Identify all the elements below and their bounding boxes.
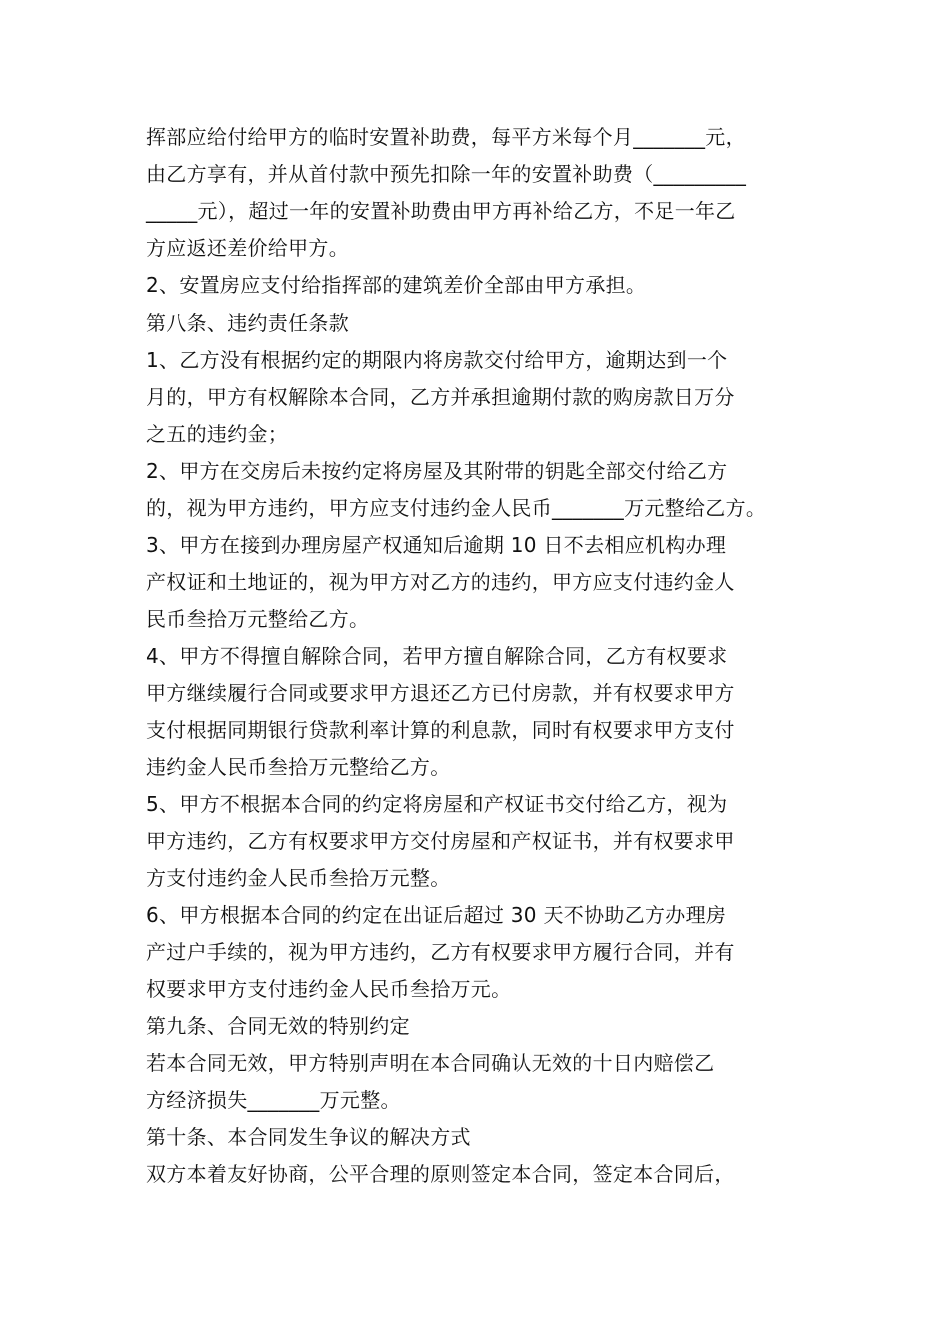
text-line: 双方本着友好协商，公平合理的原则签定本合同，签定本合同后， [146, 1162, 735, 1186]
text-line: 6、甲方根据本合同的约定在出证后超过 30 天不协助乙方办理房 [146, 903, 727, 927]
text-line: 4、甲方不得擅自解除合同，若甲方擅自解除合同，乙方有权要求 [146, 644, 728, 668]
text-line: 甲方继续履行合同或要求甲方退还乙方已付房款，并有权要求甲方 [146, 681, 735, 705]
text-line: 由乙方享有，并从首付款中预先扣除一年的安置补助费（_________ [146, 162, 747, 186]
text-line: 5、甲方不根据本合同的约定将房屋和产权证书交付给乙方，视为 [146, 792, 728, 816]
text-line: 权要求甲方支付违约金人民币叁拾万元。 [146, 977, 512, 1001]
text-line: 之五的违约金； [146, 422, 289, 446]
text-line: 方支付违约金人民币叁拾万元整。 [146, 866, 451, 890]
text-line: 违约金人民币叁拾万元整给乙方。 [146, 755, 451, 779]
section-heading: 第十条、本合同发生争议的解决方式 [146, 1125, 471, 1149]
text-line: 方经济损失_______万元整。 [146, 1088, 401, 1112]
text-line: 挥部应给付给甲方的临时安置补助费，每平方米每个月_______元， [146, 125, 746, 149]
text-line: _____元），超过一年的安置补助费由甲方再补给乙方，不足一年乙 [146, 199, 736, 223]
text-line: 产过户手续的，视为甲方违约，乙方有权要求甲方履行合同，并有 [146, 940, 735, 964]
text-line: 1、乙方没有根据约定的期限内将房款交付给甲方，逾期达到一个 [146, 348, 728, 372]
text-line: 民币叁拾万元整给乙方。 [146, 607, 370, 631]
text-line: 甲方违约，乙方有权要求甲方交付房屋和产权证书，并有权要求甲 [146, 829, 735, 853]
text-line: 2、安置房应支付给指挥部的建筑差价全部由甲方承担。 [146, 273, 647, 297]
text-line: 3、甲方在接到办理房屋产权通知后逾期 10 日不去相应机构办理 [146, 533, 727, 557]
text-line: 产权证和土地证的，视为甲方对乙方的违约，甲方应支付违约金人 [146, 570, 735, 594]
text-line: 月的，甲方有权解除本合同，乙方并承担逾期付款的购房款日万分 [146, 385, 735, 409]
text-line: 若本合同无效，甲方特别声明在本合同确认无效的十日内赔偿乙 [146, 1051, 715, 1075]
text-line: 支付根据同期银行贷款利率计算的利息款，同时有权要求甲方支付 [146, 718, 735, 742]
text-line: 方应返还差价给甲方。 [146, 236, 349, 260]
text-line: 的，视为甲方违约，甲方应支付违约金人民币_______万元整给乙方。 [146, 496, 767, 520]
section-heading: 第九条、合同无效的特别约定 [146, 1014, 410, 1038]
section-heading: 第八条、违约责任条款 [146, 311, 349, 335]
text-line: 2、甲方在交房后未按约定将房屋及其附带的钥匙全部交付给乙方 [146, 459, 728, 483]
